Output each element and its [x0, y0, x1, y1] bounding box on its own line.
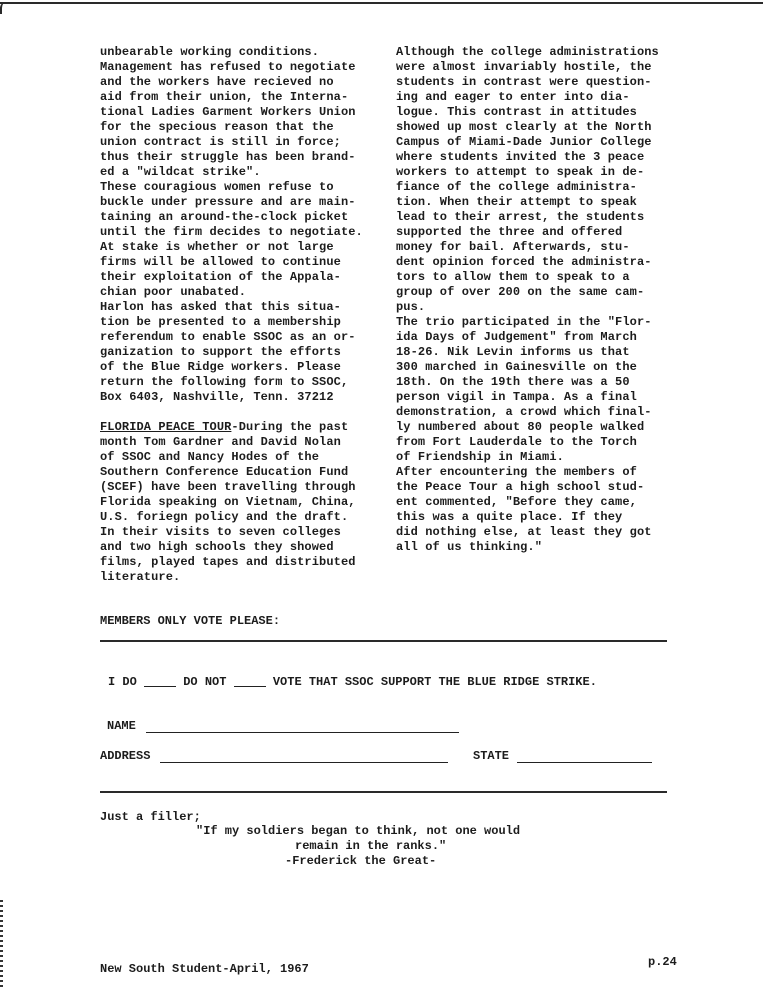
- vote-statement: VOTE THAT SSOC SUPPORT THE BLUE RIDGE STRIKE.: [272, 675, 597, 689]
- text-line: (SCEF) have been travelling through: [100, 480, 356, 494]
- text-line: buckle under pressure and are main-: [100, 195, 356, 209]
- text-line: their exploitation of the Appala-: [100, 270, 341, 284]
- text-line: ganization to support the efforts: [100, 345, 341, 359]
- heading-continuation: -During the past: [231, 420, 349, 434]
- text-line: ed a "wildcat strike".: [100, 165, 261, 179]
- text-line: literature.: [100, 570, 181, 584]
- state-field[interactable]: [517, 762, 652, 763]
- text-line: Campus of Miami-Dade Junior College: [396, 135, 652, 149]
- top-left-corner-mark: [0, 2, 6, 14]
- text-line: of the Blue Ridge workers. Please: [100, 360, 341, 374]
- text-line: of Friendship in Miami.: [396, 450, 564, 464]
- text-line: dent opinion forced the administra-: [396, 255, 652, 269]
- section-heading: FLORIDA PEACE TOUR: [100, 420, 232, 434]
- left-column: [100, 45, 368, 585]
- paragraph-referendum: [100, 300, 368, 405]
- text-line: money for bail. Afterwards, stu-: [396, 240, 630, 254]
- text-line: 18th. On the 19th there was a 50: [396, 375, 630, 389]
- text-line: Management has refused to negotiate: [100, 60, 356, 74]
- scan-edge-marks: [0, 900, 3, 990]
- text-line: for the specious reason that the: [100, 120, 334, 134]
- text-line: return the following form to SSOC,: [100, 375, 349, 389]
- publication-footer: New South Student-April, 1967: [100, 962, 309, 976]
- text-line: ly numbered about 80 people walked: [396, 420, 645, 434]
- text-line: Box 6403, Nashville, Tenn. 37212: [100, 390, 334, 404]
- text-line: person vigil in Tampa. As a final: [396, 390, 637, 404]
- vote-line: [108, 675, 597, 689]
- text-line: unbearable working conditions.: [100, 45, 320, 59]
- text-line: supported the three and offered: [396, 225, 623, 239]
- text-line: union contract is still in force;: [100, 135, 341, 149]
- text-line: students in contrast were question-: [396, 75, 652, 89]
- text-line: Southern Conference Education Fund: [100, 465, 349, 479]
- text-line: and two high schools they showed: [100, 540, 334, 554]
- text-line: tors to allow them to speak to a: [396, 270, 630, 284]
- text-line: from Fort Lauderdale to the Torch: [396, 435, 637, 449]
- quote-line-2: remain in the ranks.": [295, 839, 447, 853]
- text-line: were almost invariably hostile, the: [396, 60, 652, 74]
- text-line: all of us thinking.": [396, 540, 543, 554]
- text-line: films, played tapes and distributed: [100, 555, 356, 569]
- text-line: The trio participated in the "Flor-: [396, 315, 652, 329]
- page-number: p.24: [648, 955, 677, 969]
- text-line: Although the college administrations: [396, 45, 659, 59]
- text-line: After encountering the members of: [396, 465, 637, 479]
- text-line: until the firm decides to negotiate.: [100, 225, 363, 239]
- text-line: Harlon has asked that this situa-: [100, 300, 341, 314]
- state-label: STATE: [473, 749, 510, 763]
- text-line: At stake is whether or not large: [100, 240, 334, 254]
- text-line: referendum to enable SSOC as an or-: [100, 330, 356, 344]
- text-line: Florida speaking on Vietnam, China,: [100, 495, 356, 509]
- text-line: pus.: [396, 300, 426, 314]
- do-not-blank[interactable]: [234, 686, 266, 687]
- text-line: month Tom Gardner and David Nolan: [100, 435, 341, 449]
- members-only-heading: MEMBERS ONLY VOTE PLEASE:: [100, 614, 281, 628]
- text-line: tion be presented to a membership: [100, 315, 341, 329]
- text-line: 300 marched in Gainesville on the: [396, 360, 637, 374]
- text-line: where students invited the 3 peace: [396, 150, 645, 164]
- text-line: ida Days of Judgement" from March: [396, 330, 637, 344]
- text-line: lead to their arrest, the students: [396, 210, 645, 224]
- text-line: group of over 200 on the same cam-: [396, 285, 645, 299]
- text-line: demonstration, a crowd which final-: [396, 405, 652, 419]
- address-field[interactable]: [160, 762, 448, 763]
- text-line: workers to attempt to speak in de-: [396, 165, 645, 179]
- text-line: the Peace Tour a high school stud-: [396, 480, 645, 494]
- text-line: taining an around-the-clock picket: [100, 210, 349, 224]
- do-not-label: DO NOT: [183, 675, 227, 689]
- quote-attribution: -Frederick the Great-: [285, 854, 437, 868]
- paragraph-florida-peace-tour: [100, 420, 368, 585]
- text-line: and the workers have recieved no: [100, 75, 334, 89]
- paragraph-working-conditions: [100, 45, 368, 180]
- paragraph-days-of-judgement: [396, 315, 666, 465]
- text-line: of SSOC and Nancy Hodes of the: [100, 450, 320, 464]
- paragraph-student-comment: [396, 465, 666, 555]
- text-line: tion. When their attempt to speak: [396, 195, 637, 209]
- name-field[interactable]: [146, 732, 459, 733]
- paragraph-couragious-women: [100, 180, 368, 300]
- text-line: 18-26. Nik Levin informs us that: [396, 345, 630, 359]
- address-label: ADDRESS: [100, 749, 151, 763]
- text-line: chian poor unabated.: [100, 285, 247, 299]
- text-line: logue. This contrast in attitudes: [396, 105, 637, 119]
- text-line: These couragious women refuse to: [100, 180, 334, 194]
- name-label: NAME: [107, 719, 136, 733]
- divider-rule-top: [100, 640, 667, 642]
- text-line: In their visits to seven colleges: [100, 525, 341, 539]
- text-line: fiance of the college administra-: [396, 180, 637, 194]
- text-line: ent commented, "Before they came,: [396, 495, 637, 509]
- i-do-label: I DO: [108, 675, 137, 689]
- text-line: this was a quite place. If they: [396, 510, 623, 524]
- i-do-blank[interactable]: [144, 686, 176, 687]
- text-line: ing and eager to enter into dia-: [396, 90, 630, 104]
- text-line: showed up most clearly at the North: [396, 120, 652, 134]
- right-column: [396, 45, 666, 555]
- filler-intro: Just a filler;: [100, 810, 201, 824]
- paragraph-college-administrations: [396, 45, 666, 315]
- text-line: thus their struggle has been brand-: [100, 150, 356, 164]
- text-line: firms will be allowed to continue: [100, 255, 341, 269]
- text-line: tional Ladies Garment Workers Union: [100, 105, 356, 119]
- quote-line-1: "If my soldiers began to think, not one would: [196, 824, 521, 838]
- divider-rule-bottom: [100, 791, 667, 793]
- text-line: did nothing else, at least they got: [396, 525, 652, 539]
- text-line: [100, 420, 368, 435]
- top-border-line: [0, 2, 763, 4]
- text-line: aid from their union, the Interna-: [100, 90, 349, 104]
- text-line: U.S. foriegn policy and the draft.: [100, 510, 349, 524]
